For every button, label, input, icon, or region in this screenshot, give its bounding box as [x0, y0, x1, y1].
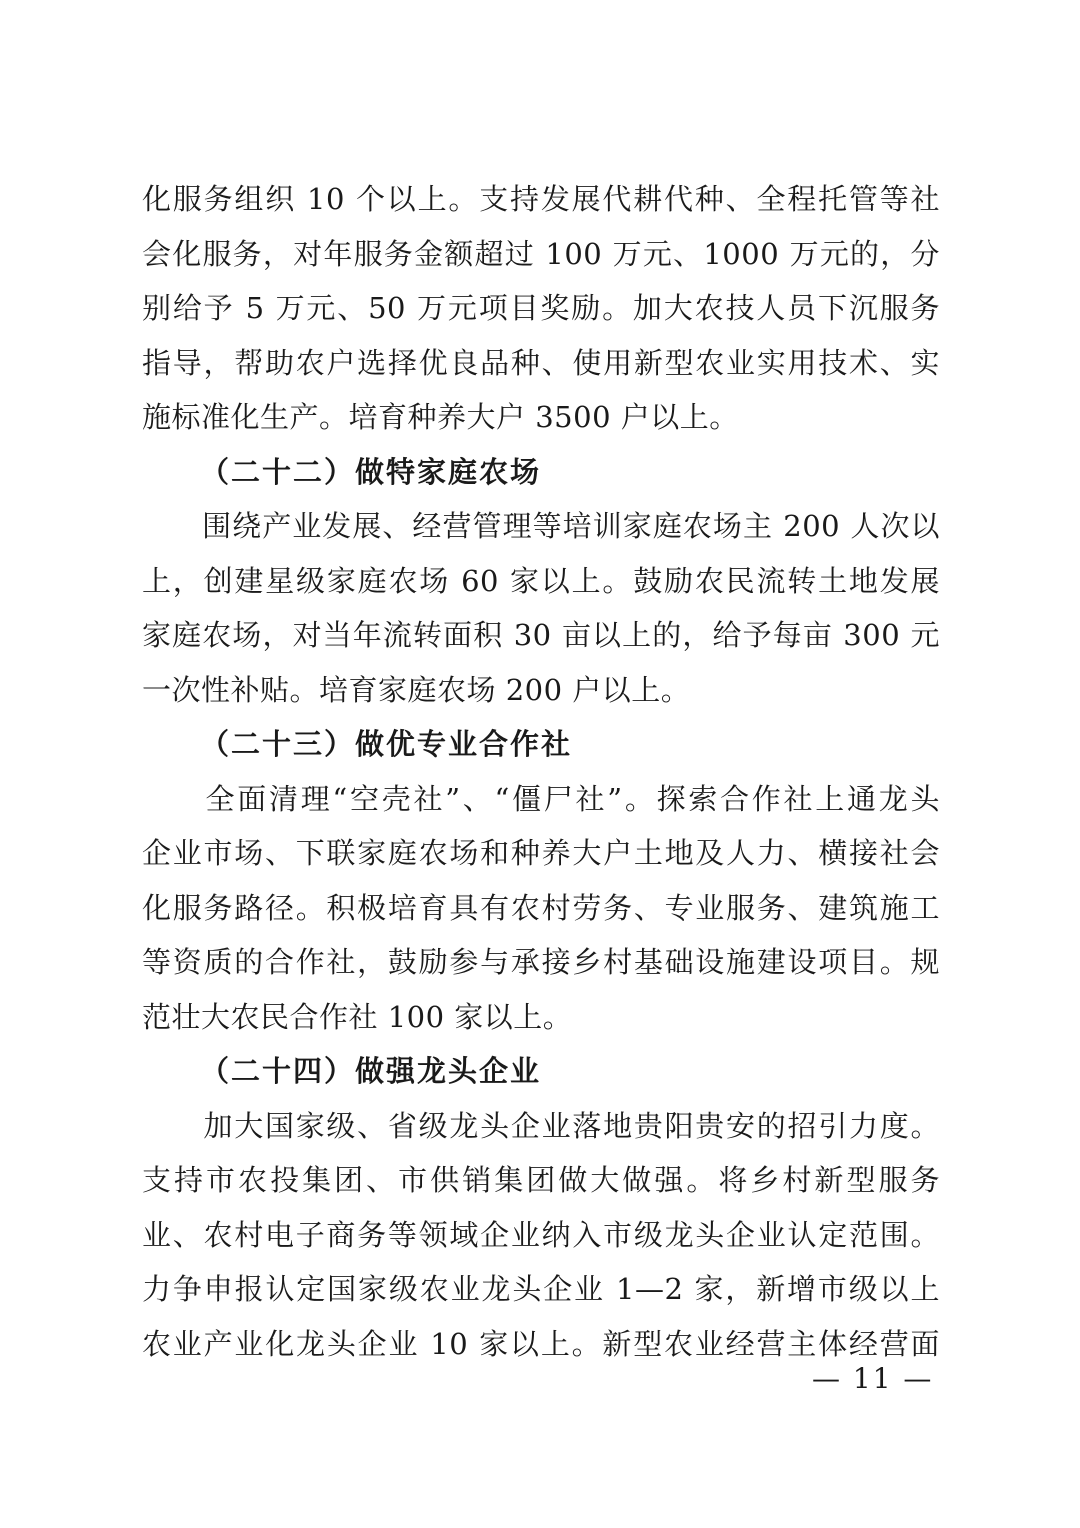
text-line: 农业产业化龙头企业 10 家以上。新型农业经营主体经营面 [142, 1326, 940, 1361]
text-line: 企业市场、下联家庭农场和种养大户土地及人力、横接社会 [142, 836, 940, 870]
page-number: — 11 — [812, 1362, 934, 1395]
text-line: 业、农村电子商务等领域企业纳入市级龙头企业认定范围。 [142, 1217, 940, 1252]
text-line: 等资质的合作社，鼓励参与承接乡村基础设施建设项目。规 [142, 945, 940, 979]
section-heading-23: （二十三）做优专业合作社 [200, 727, 573, 761]
text-line: 会化服务，对年服务金额超过 100 万元、1000 万元的，分 [142, 236, 940, 271]
text-line: 力争申报认定国家级农业龙头企业 1—2 家，新增市级以上 [142, 1272, 940, 1306]
section-heading-22: （二十二）做特家庭农场 [200, 454, 542, 489]
text-line: 全面清理“空壳社”、“僵尸社”。探索合作社上通龙头 [142, 781, 940, 816]
text-line: 范壮大农民合作社 100 家以上。 [142, 999, 573, 1034]
text-line: 施标准化生产。培育种养大户 3500 户以上。 [142, 400, 739, 434]
text-line: 化服务路径。积极培育具有农村劳务、专业服务、建筑施工 [142, 890, 940, 925]
text-line: 别给予 5 万元、50 万元项目奖励。加大农技人员下沉服务 [142, 291, 940, 325]
text-line: 化服务组织 10 个以上。支持发展代耕代种、全程托管等社 [142, 182, 940, 216]
text-line: 指导，帮助农户选择优良品种、使用新型农业实用技术、实 [142, 345, 940, 380]
text-line: 支持市农投集团、市供销集团做大做强。将乡村新型服务 [142, 1163, 940, 1197]
text-line: 上，创建星级家庭农场 60 家以上。鼓励农民流转土地发展 [142, 563, 940, 598]
text-line: 围绕产业发展、经营管理等培训家庭农场主 200 人次以 [142, 509, 940, 543]
text-line: 一次性补贴。培育家庭农场 200 户以上。 [142, 672, 691, 707]
text-line: 加大国家级、省级龙头企业落地贵阳贵安的招引力度。 [142, 1108, 940, 1143]
text-line: 家庭农场，对当年流转面积 30 亩以上的，给予每亩 300 元 [142, 618, 940, 652]
document-body [142, 172, 940, 1371]
section-heading-24: （二十四）做强龙头企业 [200, 1054, 542, 1088]
